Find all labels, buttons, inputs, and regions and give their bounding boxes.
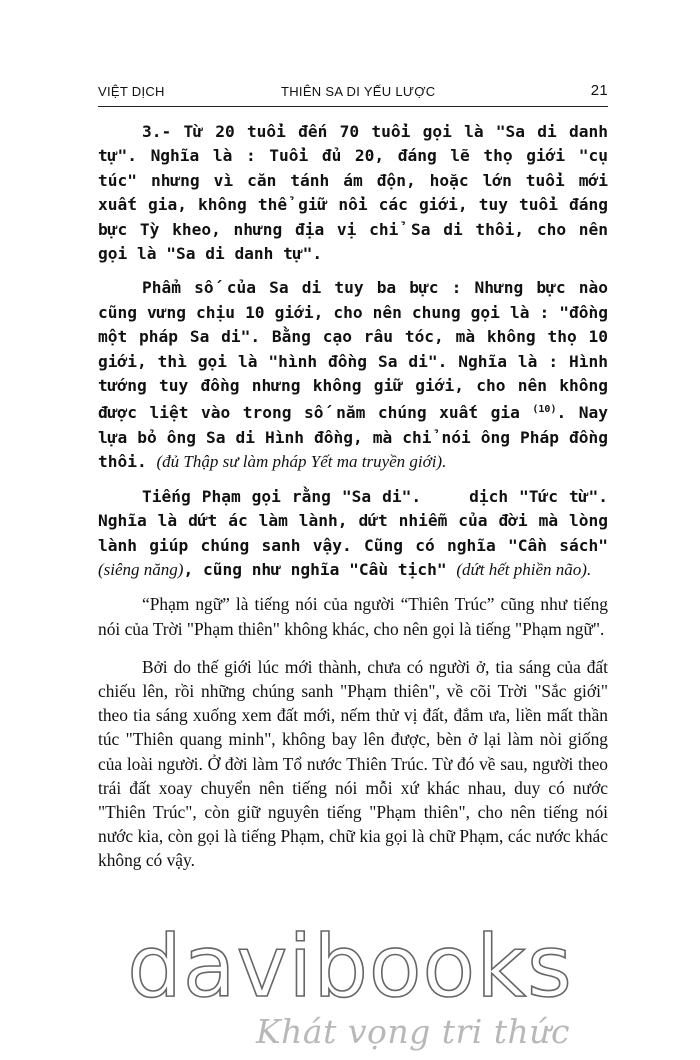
paragraph-3 — [98, 485, 608, 583]
paragraph-5-text: Bởi do thế giới lúc mới thành, chưa có người ở, tia sáng của đất chiếu lên, rồi những chúng sanh "Phạm thiên", về cõi Trời "Sắc giới" theo tia sáng xuống xem đất mới, nếm thử vị đất, đắm ưa, liền mất thần túc "Thiên quang minh", không bay lên được, bèn ở lại làm nòi giống của loài người. Ở đời làm Tổ nước Thiên Trúc. Từ đó về sau, người theo trái đất xoay chuyển nên tiếng nói mỗi xứ khác nhau, duy có nước "Thiên Trúc", còn giữ nguyên tiếng "Phạm thiên", cho nên tiếng nói nước kia, còn gọi là tiếng Phạm, chữ kia gọi là chữ Phạm, các nước khác không có vậy. — [98, 656, 608, 871]
paragraph-3-italic-2: (dứt hết phiền não). — [456, 559, 592, 579]
running-header — [98, 80, 608, 102]
paragraph-4-text: “Phạm ngữ” là tiếng nói của người “Thiên Trúc” cũng như tiếng nói của Trời "Phạm thiên" không khác, cho nên gọi là tiếng "Phạm ngữ". — [98, 594, 608, 639]
header-rule — [98, 106, 608, 107]
paragraph-2-tail: . Nay lựa bỏ ông Sa di Hình đồng, mà chỉ nói ông Pháp đồng thôi. — [98, 403, 608, 472]
footnote-marker: (10) — [532, 404, 557, 416]
paragraph-1-text: 3.- Từ 20 tuổi đến 70 tuổi gọi là "Sa di danh tự". Nghĩa là : Tuổi đủ 20, đáng lẽ thọ giới "cụ túc" nhưng vì căn tánh ám độn, hoặc lớn tuổi mới xuất gia, không thể giữ nổi các giới, tuy tuổi đáng bực Tỳ kheo, nhưng địa vị chỉ Sa di thôi, cho nên gọi là "Sa di danh tự". — [98, 122, 608, 264]
page-number: 21 — [590, 82, 608, 99]
paragraph-2-text: Phẩm số của Sa di tuy ba bực : Nhưng bực nào cũng vưng chịu 10 giới, cho nên chung gọi là : "đồng một pháp Sa di". Bằng cạo râu tóc, mà không thọ 10 giới, thì gọi là "hình đồng Sa di". Nghĩa là : Hình tướng tuy đồng nhưng không giữ giới, cho nên không được liệt vào trong số năm chúng xuất gia — [98, 278, 608, 423]
paragraph-3-italic-1: (siêng năng) — [98, 559, 184, 579]
paragraph-4 — [98, 592, 608, 640]
paragraph-2-italic: (đủ Thập sư làm pháp Yết ma truyền giới). — [156, 452, 447, 472]
paragraph-5 — [98, 655, 608, 873]
paragraph-3-mid: , cũng như nghĩa "Cầu tịch" — [183, 559, 447, 579]
header-translator: VIỆT DỊCH — [98, 84, 165, 99]
watermark-brand: davibooks — [127, 917, 573, 1017]
paragraph-3-body: dịch "Tức từ". Nghĩa là dứt ác làm lành, dứt nhiễm của đời mà lòng lành giúp chúng sanh vậy. Cũng có nghĩa "Cần sách" — [98, 486, 608, 555]
paragraph-2 — [98, 276, 608, 474]
header-book-title: THIÊN SA DI YẾU LƯỢC — [281, 84, 436, 99]
watermark-tagline: Khát vọng tri thức — [256, 1012, 571, 1051]
paragraph-3-lead: Tiếng Phạm gọi rằng "Sa di". — [142, 486, 422, 506]
paragraph-1 — [98, 120, 608, 266]
page-body — [98, 120, 608, 887]
